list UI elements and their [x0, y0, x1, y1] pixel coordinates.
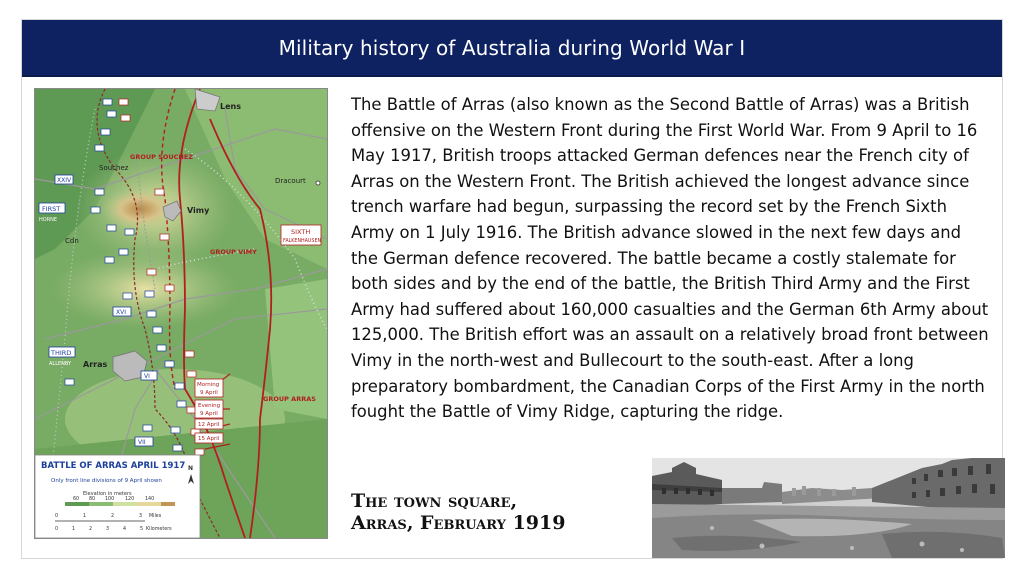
legend-miles-1: 1: [83, 514, 87, 519]
legend-subtitle: Only front line divisions of 9 April shown: [51, 478, 162, 484]
legend-miles-0: 0: [55, 514, 59, 519]
photo-caption: [351, 490, 641, 534]
map-legend: [35, 455, 200, 538]
legend-elev-100: 100: [105, 497, 115, 502]
place-cdn: Cdn: [65, 237, 79, 245]
legend-km-4: 4: [123, 527, 127, 532]
army-first-commander: HORNE: [39, 217, 58, 223]
army-first: FIRST: [42, 205, 61, 213]
group-arras: GROUP ARRAS: [263, 395, 316, 403]
army-sixth: SIXTH: [291, 228, 311, 236]
army-third-commander: ALLENBY: [49, 361, 72, 367]
caption-line-2: Arras, February 1919: [351, 512, 566, 534]
group-vimy: GROUP VIMY: [210, 248, 257, 256]
body-paragraph: The Battle of Arras (also known as the Second Battle of Arras) was a British offensive on the Western Front during the First World War. From 9 April to 16 May 1917, British troops attacked German defences near the French city of Arras on the Western Front. The British achieved the longest advance since trench warfare had begun, surpassing the record set by the French Sixth Army on 1 July 1916. The British advance slowed in the next few days and the German defence recovered. The battle became a costly stalemate for both sides and by the end of the battle, the British Third Army and the First Army had suffered about 160,000 casualties and the German 6th Army about 125,000. The British effort was an assault on a relatively broad front between Vimy in the north-west and Bullecourt to the south-east. After a long preparatory bombardment, the Canadian Corps of the First Army in the north fought the Battle of Vimy Ridge, capturing the ridge.: [351, 95, 989, 422]
timeline-morning: Morning: [197, 382, 220, 388]
timeline-15-april: 15 April: [198, 436, 220, 442]
corps-xxiv: XXIV: [57, 177, 72, 184]
legend-miles-2: 2: [111, 514, 115, 519]
place-arras: Arras: [83, 360, 108, 369]
legend-km-label: Kilometers: [146, 527, 172, 532]
legend-north: N: [188, 465, 194, 472]
timeline-morning-date: 9 April: [200, 390, 218, 396]
group-souchez: GROUP SOUCHEZ: [130, 153, 194, 161]
timeline-evening: Evening: [198, 403, 221, 409]
legend-elev-140: 140: [145, 497, 155, 502]
place-souchez: Souchez: [99, 164, 129, 172]
legend-elevation-label: Elevation in meters: [83, 491, 132, 497]
legend-km-2: 2: [89, 527, 93, 532]
slide-title: Military history of Australia during World War I: [278, 35, 746, 60]
timeline-boxes: [195, 379, 223, 443]
timeline-12-april: 12 April: [198, 422, 220, 428]
town-square-photo: [652, 458, 1005, 558]
place-dracourt: Dracourt: [275, 177, 306, 185]
legend-km-5: 5: [140, 527, 144, 532]
army-sixth-commander: FALKENHAUSEN: [283, 239, 322, 244]
legend-miles-label: Miles: [149, 514, 162, 519]
title-bar: [22, 20, 1002, 77]
battle-map: [34, 88, 328, 539]
legend-km-0: 0: [55, 527, 59, 532]
place-vimy: Vimy: [187, 206, 210, 215]
corps-vii: VII: [138, 439, 146, 446]
legend-title: BATTLE OF ARRAS APRIL 1917: [41, 461, 186, 471]
army-third: THIRD: [51, 349, 72, 357]
corps-vi: VI: [144, 373, 150, 380]
legend-km-3: 3: [106, 527, 110, 532]
legend-elev-60: 60: [73, 497, 80, 502]
caption-line-1: The town square,: [351, 490, 518, 512]
legend-elev-80: 80: [89, 497, 96, 502]
timeline-evening-date: 9 April: [200, 411, 218, 417]
place-lens: Lens: [220, 102, 241, 111]
legend-elev-120: 120: [125, 497, 135, 502]
legend-km-1: 1: [72, 527, 76, 532]
corps-xvi: XVI: [116, 309, 126, 316]
legend-miles-3: 3: [139, 514, 143, 519]
slide: [21, 19, 1003, 559]
